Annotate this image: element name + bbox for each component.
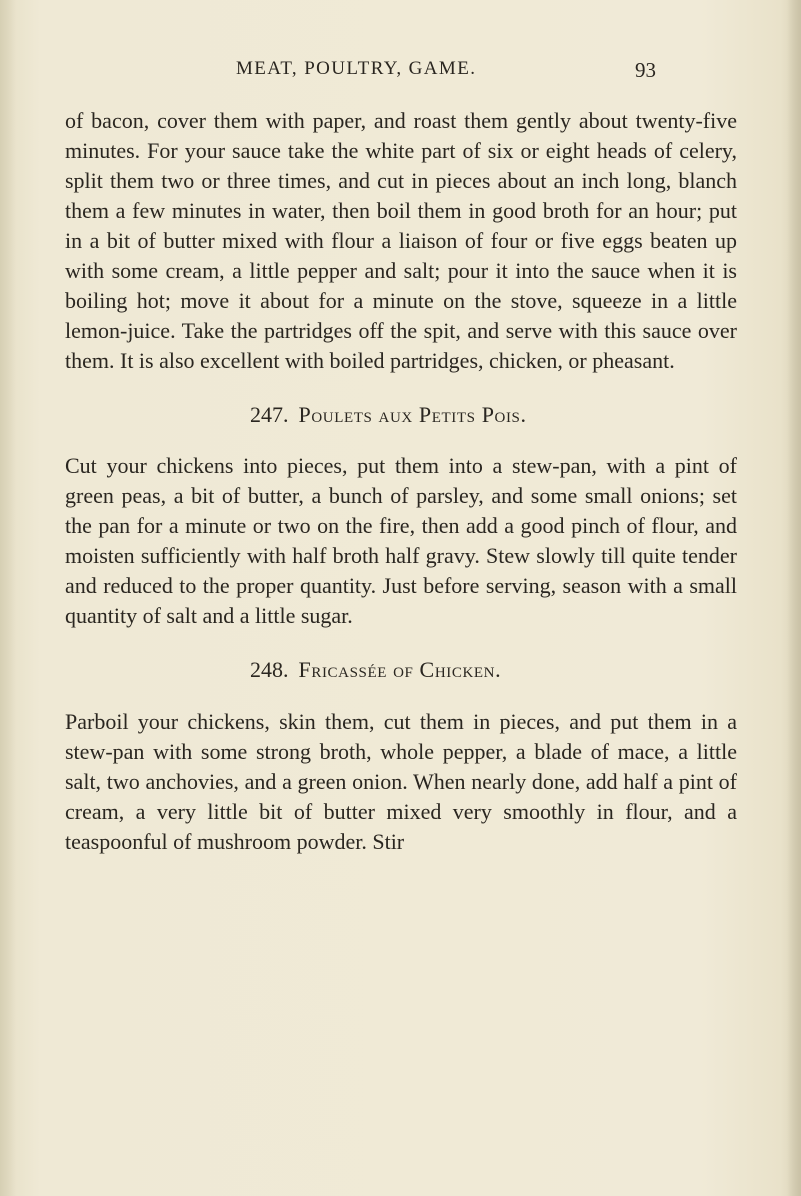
- recipe-title: Poulets aux Petits Pois.: [298, 402, 527, 427]
- recipe-number: 247.: [250, 402, 289, 427]
- running-title: MEAT, POULTRY, GAME.: [236, 58, 477, 79]
- recipe-heading: [65, 655, 737, 685]
- page-body: [65, 106, 737, 857]
- recipe-text: Parboil your chickens, skin them, cut them in pieces, and put them in a stew-pan with some strong broth, whole pepper, a blade of mace, a little salt, two anchovies, and a green onion. When nearly done, add half a pint of cream, a very little bit of butter mixed very smoothly in flour, and a teaspoonful of mushroom powder. Stir: [65, 709, 737, 854]
- recipe-number: 248.: [250, 657, 289, 682]
- running-header: [236, 58, 656, 84]
- continuation-paragraph: of bacon, cover them with paper, and roast them gently about twenty-five minutes. For your sauce take the white part of six or eight heads of celery, split them two or three times, and cut in pieces about an inch long, blanch them a few minutes in water, then boil them in good broth for an hour; put in a bit of butter mixed with flour a liaison of four or five eggs beaten up with some cream, a little pepper and salt; pour it into the sauce when it is boiling hot; move it about for a minute on the stove, squeeze in a little lemon-juice. Take the partridges off the spit, and serve with this sauce over them. It is also excellent with boiled partridges, chicken, or pheasant.: [65, 108, 737, 373]
- page-edge-shadow-right: [787, 0, 801, 1196]
- recipe-heading: [65, 400, 737, 430]
- page-edge-shadow-left: [0, 0, 16, 1196]
- page-number: 93: [635, 58, 656, 82]
- recipe-title: Fricassée of Chicken.: [298, 657, 502, 682]
- recipe-text: Cut your chickens into pieces, put them into a stew-pan, with a pint of green peas, a bit of butter, a bunch of parsley, and some small onions; set the pan for a minute or two on the fire, then add a good pinch of flour, and moisten sufficiently with half broth half gravy. Stew slowly till quite tender and reduced to the proper quantity. Just before serving, season with a small quantity of salt and a little sugar.: [65, 453, 737, 628]
